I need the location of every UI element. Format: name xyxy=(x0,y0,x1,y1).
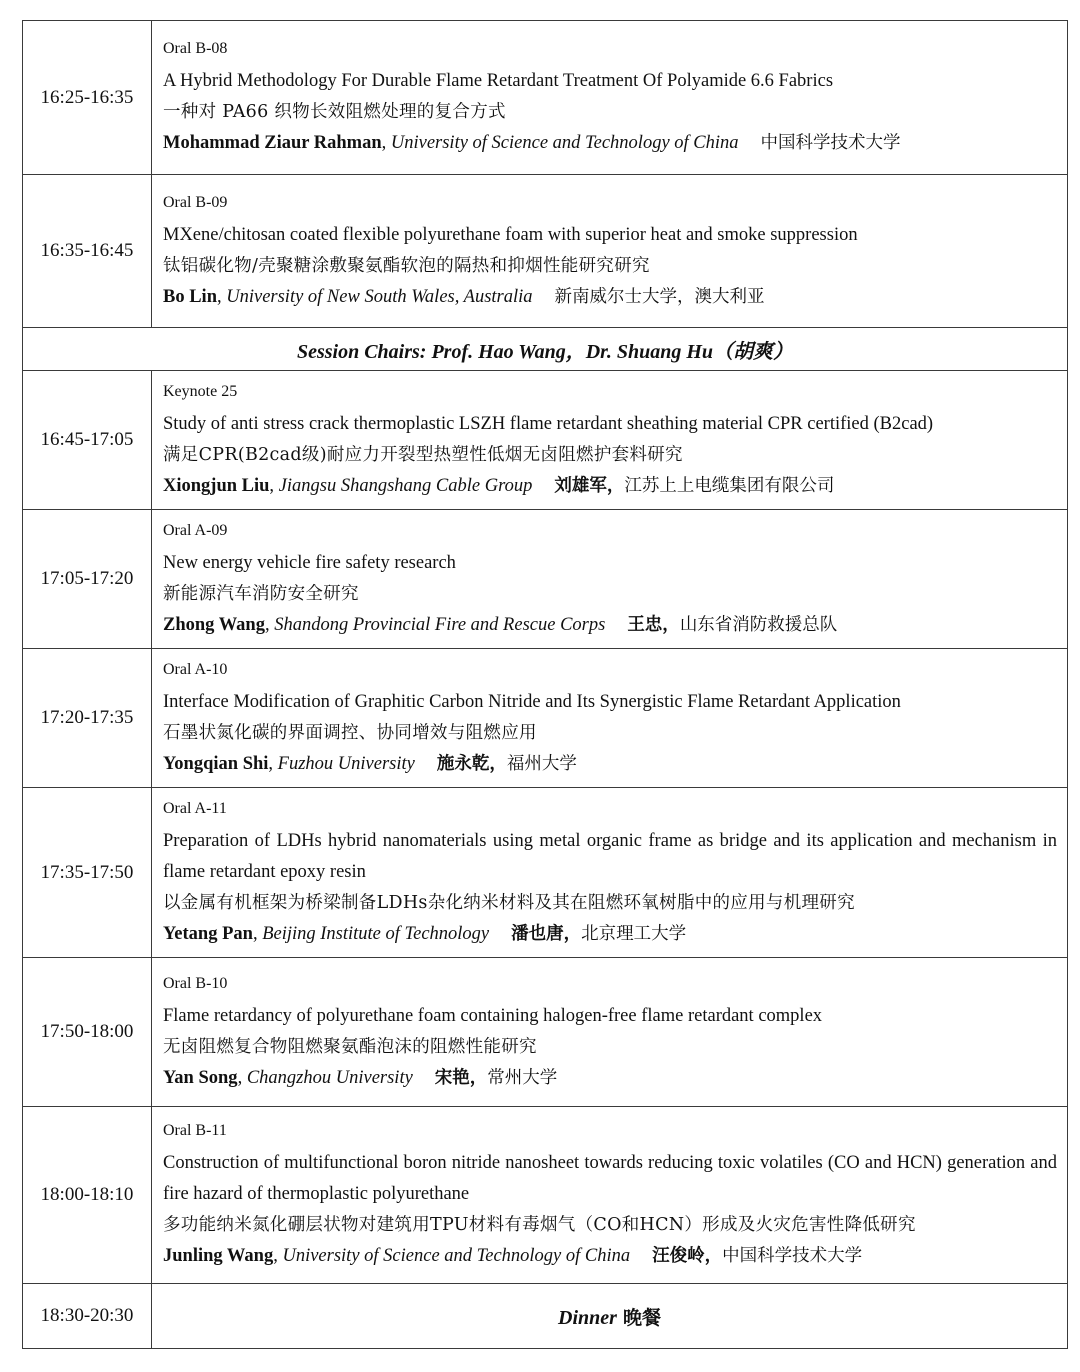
time-slot: 16:25-16:35 xyxy=(23,21,152,175)
author-affiliation: Changzhou University xyxy=(246,1067,413,1088)
author-affiliation: Fuzhou University xyxy=(277,753,415,774)
author-name: Mohammad Ziaur Rahman xyxy=(163,133,382,153)
talk-cell xyxy=(152,21,1068,175)
talk-title-en: Flame retardancy of polyurethane foam containing halogen-free flame retardant complex xyxy=(163,1005,823,1026)
talk-row xyxy=(23,958,1068,1107)
talk-row xyxy=(23,175,1068,328)
session-chairs-row xyxy=(23,328,1068,371)
author-separator: , xyxy=(237,1067,247,1088)
session-code: Keynote 25 xyxy=(163,382,238,400)
talk-row xyxy=(23,510,1068,649)
session-chairs: Session Chairs: Prof. Hao Wang，Dr. Shuang Hu（胡爽） xyxy=(23,328,1068,371)
author-affiliation: Beijing Institute of Technology xyxy=(262,923,490,944)
author-name: Yan Song xyxy=(163,1067,238,1088)
author-name-zh: 潘也唐， xyxy=(511,923,582,944)
author-separator: , xyxy=(264,614,275,635)
schedule-table xyxy=(22,20,1068,1349)
author-name: Bo Lin xyxy=(163,286,217,307)
author-affiliation: Shandong Provincial Fire and Rescue Corps xyxy=(274,614,606,635)
author-line xyxy=(163,610,1057,641)
talk-row xyxy=(23,371,1068,510)
author-name: Zhong Wang xyxy=(163,614,265,635)
time-slot: 17:50-18:00 xyxy=(23,958,152,1107)
talk-title-zh: 以金属有机框架为桥梁制备LDHs杂化纳米材料及其在阻燃环氧树脂中的应用与机理研究 xyxy=(163,892,855,913)
talk-row xyxy=(23,788,1068,958)
dinner-label-zh: 晚餐 xyxy=(622,1306,661,1329)
talk-cell xyxy=(152,175,1068,328)
talk-title-en: A Hybrid Methodology For Durable Flame Retardant Treatment Of Polyamide 6.6 Fabrics xyxy=(163,71,834,91)
talk-cell xyxy=(152,1107,1068,1284)
talk-cell xyxy=(152,958,1068,1107)
author-affiliation: University of Science and Technology of China xyxy=(390,133,739,153)
talk-title-en: Study of anti stress crack thermoplastic LSZH flame retardant sheathing material CPR certified (B2cad) xyxy=(163,413,934,434)
affiliation-zh: 北京理工大学 xyxy=(581,923,687,944)
session-code: Oral B-10 xyxy=(163,974,228,992)
author-name-zh: 刘雄军， xyxy=(554,475,625,496)
session-code: Oral B-11 xyxy=(163,1122,227,1139)
author-line xyxy=(163,919,1057,950)
author-line xyxy=(163,749,1057,780)
author-line xyxy=(163,1063,1057,1094)
session-code: Oral A-09 xyxy=(163,521,228,539)
talk-row xyxy=(23,1107,1068,1284)
author-name: Junling Wang xyxy=(163,1246,274,1266)
talk-title-en: Interface Modification of Graphitic Carbon Nitride and Its Synergistic Flame Retardant Application xyxy=(163,691,901,712)
session-code: Oral B-08 xyxy=(163,40,228,57)
talk-cell xyxy=(152,371,1068,510)
affiliation-zh: 新南威尔士大学，澳大利亚 xyxy=(554,286,765,307)
session-code: Oral A-10 xyxy=(163,660,228,678)
time-slot: 17:20-17:35 xyxy=(23,649,152,788)
author-separator: , xyxy=(269,475,279,496)
dinner-row xyxy=(23,1284,1068,1349)
talk-title-en: New energy vehicle fire safety research xyxy=(163,552,456,573)
talk-title-en: MXene/chitosan coated flexible polyurethane foam with superior heat and smoke suppression xyxy=(163,224,858,245)
author-name-zh: 王忠， xyxy=(627,614,680,635)
author-separator: , xyxy=(216,286,227,307)
talk-row xyxy=(23,21,1068,175)
author-affiliation: University of New South Wales, Australia xyxy=(226,286,533,307)
talk-title-zh: 钛铝碳化物/壳聚糖涂敷聚氨酯软泡的隔热和抑烟性能研究研究 xyxy=(163,255,650,276)
session-code: Oral A-11 xyxy=(163,799,227,817)
talk-title-en: Construction of multifunctional boron nitride nanosheet towards reducing toxic volatiles (CO and HCN) generation and fire hazard of thermoplastic polyurethane xyxy=(163,1153,1057,1204)
author-name-zh: 宋艳， xyxy=(434,1067,488,1088)
author-line xyxy=(163,128,1057,159)
talk-cell xyxy=(152,788,1068,958)
talk-title-zh: 满足CPR(B2cad级)耐应力开裂型热塑性低烟无卤阻燃护套料研究 xyxy=(163,444,683,465)
author-separator: , xyxy=(268,753,278,774)
time-slot: 17:05-17:20 xyxy=(23,510,152,649)
time-slot: 18:00-18:10 xyxy=(23,1107,152,1284)
talk-cell xyxy=(152,649,1068,788)
author-name-zh: 施永乾， xyxy=(436,753,507,774)
author-affiliation: Jiangsu Shangshang Cable Group xyxy=(278,475,533,496)
talk-row xyxy=(23,649,1068,788)
affiliation-zh: 福州大学 xyxy=(506,753,577,774)
talk-title-en: Preparation of LDHs hybrid nanomaterials using metal organic frame as bridge and its application and mechanism in flame retardant epoxy resin xyxy=(163,830,1057,882)
author-name-zh: 汪俊岭， xyxy=(652,1246,723,1266)
talk-title-zh: 多功能纳米氮化硼层状物对建筑用TPU材料有毒烟气（CO和HCN）形成及火灾危害性降低研究 xyxy=(163,1215,916,1235)
author-line xyxy=(163,282,1057,313)
author-affiliation: University of Science and Technology of China xyxy=(282,1246,631,1266)
affiliation-zh: 中国科学技术大学 xyxy=(760,133,901,153)
time-slot: 16:35-16:45 xyxy=(23,175,152,328)
author-name: Xiongjun Liu xyxy=(163,475,270,496)
affiliation-zh: 中国科学技术大学 xyxy=(722,1246,863,1266)
author-separator: , xyxy=(252,923,263,944)
affiliation-zh: 江苏上上电缆集团有限公司 xyxy=(624,475,835,496)
author-name: Yetang Pan xyxy=(163,923,253,944)
talk-title-zh: 无卤阻燃复合物阻燃聚氨酯泡沫的阻燃性能研究 xyxy=(163,1036,537,1057)
talk-title-zh: 石墨状氮化碳的界面调控、协同增效与阻燃应用 xyxy=(163,722,537,743)
session-code: Oral B-09 xyxy=(163,193,228,211)
talk-title-zh: 一种对 PA66 织物长效阻燃处理的复合方式 xyxy=(163,102,506,122)
time-slot: 18:30-20:30 xyxy=(23,1284,152,1349)
talk-cell xyxy=(152,510,1068,649)
dinner-cell xyxy=(152,1284,1068,1349)
time-slot: 17:35-17:50 xyxy=(23,788,152,958)
talk-title-zh: 新能源汽车消防安全研究 xyxy=(163,583,359,604)
author-line xyxy=(163,1241,1057,1272)
author-separator: , xyxy=(273,1246,283,1266)
time-slot: 16:45-17:05 xyxy=(23,371,152,510)
author-line xyxy=(163,471,1057,502)
author-name: Yongqian Shi xyxy=(163,753,269,774)
affiliation-zh: 常州大学 xyxy=(487,1067,558,1088)
dinner-label-en: Dinner xyxy=(558,1306,617,1329)
author-separator: , xyxy=(381,133,391,153)
affiliation-zh: 山东省消防救援总队 xyxy=(679,614,838,635)
